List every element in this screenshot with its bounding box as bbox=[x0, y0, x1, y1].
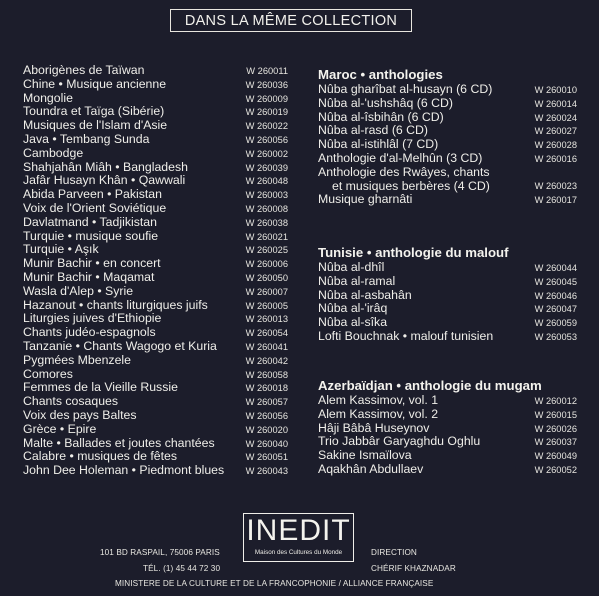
list-item bbox=[23, 78, 288, 92]
catalog-code: W 260058 bbox=[245, 369, 288, 380]
section-title: Azerbaïdjan • anthologie du mugam bbox=[318, 378, 542, 393]
catalog-code: W 260045 bbox=[534, 276, 577, 287]
album-title: Alem Kassimov, vol. 1 bbox=[318, 393, 439, 407]
list-item bbox=[23, 64, 288, 78]
album-title: Hazanout • chants liturgiques juifs bbox=[23, 297, 208, 312]
album-title: Musiques de l'Islam d'Asie bbox=[23, 118, 168, 133]
album-title: Toundra et Taïga (Sibérie) bbox=[23, 104, 165, 119]
catalog-code: W 260054 bbox=[245, 328, 288, 339]
album-title: Nûba al-sîka bbox=[318, 315, 388, 330]
album-title: Nûba al-îsbihân (6 CD) bbox=[318, 109, 444, 124]
footer-ministry: MINISTERE DE LA CULTURE ET DE LA FRANCOPHONIE / ALLIANCE FRANÇAISE bbox=[115, 579, 434, 588]
list-item bbox=[318, 261, 577, 275]
album-title: Chine • Musique ancienne bbox=[23, 76, 167, 91]
album-title: Chants judéo-espagnols bbox=[23, 325, 156, 340]
album-title: Wasla d'Alep • Syrie bbox=[23, 283, 134, 298]
footer-direction: DIRECTION bbox=[371, 548, 417, 557]
catalog-code: W 260013 bbox=[245, 314, 288, 325]
album-title: Abida Parveen • Pakistan bbox=[23, 187, 162, 202]
album-title: Chants cosaques bbox=[23, 394, 119, 409]
album-title: Alem Kassimov, vol. 2 bbox=[318, 406, 439, 421]
album-title-line: et musiques berbères (4 CD) bbox=[332, 178, 490, 193]
list-item bbox=[318, 394, 577, 408]
list-item bbox=[23, 105, 288, 119]
list-item bbox=[318, 302, 577, 316]
catalog-code: W 260015 bbox=[534, 409, 577, 420]
list-item bbox=[23, 437, 288, 451]
album-title: Femmes de la Vieille Russie bbox=[23, 380, 178, 395]
album-title: Nûba al-istihlâl (7 CD) bbox=[318, 137, 439, 152]
catalog-code: W 260009 bbox=[245, 93, 288, 104]
list-item bbox=[318, 193, 577, 207]
list-item bbox=[318, 166, 577, 194]
catalog-code: W 260016 bbox=[534, 153, 577, 164]
list-item bbox=[23, 285, 288, 299]
list-item bbox=[318, 463, 577, 477]
section-title: Maroc • anthologies bbox=[318, 67, 443, 82]
album-title bbox=[318, 166, 490, 194]
album-title: Musique gharnâti bbox=[318, 192, 413, 207]
catalog-code: W 260048 bbox=[245, 176, 288, 187]
list-item bbox=[318, 408, 577, 422]
list-item bbox=[23, 450, 288, 464]
album-title: Java • Tembang Sunda bbox=[23, 131, 150, 146]
catalog-code: W 260050 bbox=[245, 272, 288, 283]
left-catalog-list bbox=[23, 64, 288, 478]
list-item bbox=[23, 395, 288, 409]
catalog-code: W 260022 bbox=[245, 121, 288, 132]
catalog-code: W 260026 bbox=[534, 423, 577, 434]
list-item bbox=[23, 340, 288, 354]
list-item bbox=[318, 124, 577, 138]
album-title: Sakine Ismaïlova bbox=[318, 448, 412, 463]
album-title: Nûba al-asbahân bbox=[318, 287, 412, 302]
catalog-code: W 260057 bbox=[245, 397, 288, 408]
list-item bbox=[23, 271, 288, 285]
list-item bbox=[23, 243, 288, 257]
list-item bbox=[318, 152, 577, 166]
album-title: Turquie • musique soufie bbox=[23, 228, 159, 243]
catalog-code: W 260025 bbox=[245, 245, 288, 256]
album-title: Nûba gharîbat al-husayn (6 CD) bbox=[318, 82, 493, 96]
catalog-code: W 260056 bbox=[245, 134, 288, 145]
album-title: Lofti Bouchnak • malouf tunisien bbox=[318, 328, 494, 343]
album-title: Munir Bachir • Maqamat bbox=[23, 269, 155, 284]
tunisie-section bbox=[318, 245, 577, 344]
catalog-code: W 260036 bbox=[245, 79, 288, 90]
list-item bbox=[23, 299, 288, 313]
catalog-code: W 260020 bbox=[245, 424, 288, 435]
catalog-code: W 260049 bbox=[534, 451, 577, 462]
list-item bbox=[23, 368, 288, 382]
catalog-code: W 260027 bbox=[534, 126, 577, 137]
list-item bbox=[23, 133, 288, 147]
list-item bbox=[318, 275, 577, 289]
catalog-code: W 260044 bbox=[534, 263, 577, 273]
logo-subtitle: Maison des Cultures du Monde bbox=[254, 549, 343, 556]
collection-header bbox=[170, 9, 412, 32]
catalog-code: W 260008 bbox=[245, 203, 288, 214]
catalog-code: W 260024 bbox=[534, 112, 577, 123]
list-item bbox=[23, 312, 288, 326]
list-item bbox=[23, 188, 288, 202]
catalog-code: W 260040 bbox=[245, 438, 288, 449]
album-title: Voix de l'Orient Soviétique bbox=[23, 200, 167, 215]
list-item bbox=[318, 435, 577, 449]
catalog-code: W 260021 bbox=[245, 231, 288, 242]
collection-title: DANS LA MÊME COLLECTION bbox=[184, 12, 398, 29]
album-title-line: Anthologie des Rwâyes, chants bbox=[318, 164, 490, 179]
catalog-code: W 260002 bbox=[245, 148, 288, 159]
album-title: Jafâr Husayn Khân • Qawwali bbox=[23, 173, 186, 188]
catalog-code: W 260010 bbox=[534, 85, 577, 95]
logo-wordmark: INEDIT bbox=[246, 514, 351, 547]
list-item bbox=[318, 289, 577, 303]
catalog-code: W 260038 bbox=[245, 217, 288, 228]
catalog-code: W 260047 bbox=[534, 304, 577, 315]
list-item bbox=[318, 422, 577, 436]
catalog-code: W 260018 bbox=[245, 383, 288, 394]
album-title: Nûba al-'irâq bbox=[318, 301, 388, 316]
album-title: Liturgies juives d'Ethiopie bbox=[23, 311, 162, 326]
album-title: Malte • Ballades et joutes chantées bbox=[23, 435, 215, 450]
catalog-code: W 260046 bbox=[534, 290, 577, 301]
album-title: Tanzanie • Chants Wagogo et Kuria bbox=[23, 338, 217, 353]
album-title: Pygmées Mbenzele bbox=[23, 352, 131, 367]
inedit-logo bbox=[243, 513, 354, 562]
list-item bbox=[318, 83, 577, 97]
catalog-code: W 260003 bbox=[245, 190, 288, 201]
album-title: Comores bbox=[23, 366, 73, 381]
catalog-code: W 260011 bbox=[246, 66, 288, 76]
list-item bbox=[23, 147, 288, 161]
list-item bbox=[23, 464, 288, 478]
catalog-code: W 260028 bbox=[534, 140, 577, 151]
list-item bbox=[23, 202, 288, 216]
catalog-code: W 260023 bbox=[534, 180, 577, 191]
catalog-code: W 260041 bbox=[245, 341, 288, 352]
album-title: Davlatmand • Tadjikistan bbox=[23, 214, 157, 229]
list-item bbox=[23, 354, 288, 368]
catalog-code: W 260059 bbox=[534, 318, 577, 329]
catalog-code: W 260006 bbox=[245, 259, 288, 270]
album-title: Nûba al-'ushshâq (6 CD) bbox=[318, 95, 453, 110]
album-title: Nûba al-dhîl bbox=[318, 260, 385, 274]
list-item bbox=[318, 138, 577, 152]
album-title: Grèce • Epire bbox=[23, 421, 97, 436]
list-item bbox=[318, 111, 577, 125]
album-title: Turquie • Aşık bbox=[23, 242, 99, 257]
album-title: Munir Bachir • en concert bbox=[23, 256, 161, 271]
catalog-code: W 260012 bbox=[534, 396, 577, 406]
album-title: Nûba al-rasd (6 CD) bbox=[318, 123, 429, 138]
album-title: Trio Jabbâr Garyaghdu Oghlu bbox=[318, 434, 481, 449]
list-item bbox=[23, 409, 288, 423]
footer-address: 101 BD RASPAIL, 75006 PARIS bbox=[100, 548, 220, 557]
album-title: Nûba al-ramal bbox=[318, 273, 396, 288]
album-title: Shahjahân Miâh • Bangladesh bbox=[23, 159, 188, 174]
catalog-code: W 260017 bbox=[534, 195, 577, 206]
list-item bbox=[23, 161, 288, 175]
footer-phone: TÉL. (1) 45 44 72 30 bbox=[143, 564, 221, 573]
album-title: Mongolie bbox=[23, 90, 73, 105]
list-item bbox=[23, 174, 288, 188]
list-item bbox=[318, 97, 577, 111]
list-item bbox=[23, 381, 288, 395]
list-item bbox=[318, 449, 577, 463]
catalog-code: W 260039 bbox=[245, 162, 288, 173]
list-item bbox=[23, 326, 288, 340]
album-title: Anthologie d'al-Melhûn (3 CD) bbox=[318, 150, 483, 165]
catalog-code: W 260051 bbox=[245, 452, 288, 463]
list-item bbox=[23, 92, 288, 106]
catalog-code: W 260053 bbox=[534, 331, 577, 342]
list-item bbox=[23, 257, 288, 271]
azerbaidjan-section bbox=[318, 378, 577, 477]
list-item bbox=[23, 423, 288, 437]
catalog-code: W 260043 bbox=[245, 466, 288, 477]
album-title: Calabre • musiques de fêtes bbox=[23, 449, 177, 464]
catalog-code: W 260037 bbox=[534, 437, 577, 448]
album-title: John Dee Holeman • Piedmont blues bbox=[23, 463, 225, 478]
list-item bbox=[23, 216, 288, 230]
list-item bbox=[23, 230, 288, 244]
catalog-code: W 260019 bbox=[245, 107, 288, 118]
catalog-code: W 260005 bbox=[245, 300, 288, 311]
catalog-code: W 260052 bbox=[534, 464, 577, 475]
album-title: Aborigènes de Taïwan bbox=[23, 63, 145, 77]
maroc-section bbox=[318, 67, 577, 207]
list-item bbox=[23, 119, 288, 133]
catalog-code: W 260014 bbox=[534, 98, 577, 109]
list-item bbox=[318, 330, 577, 344]
album-title: Aqakhân Abdullaev bbox=[318, 461, 424, 476]
section-title: Tunisie • anthologie du malouf bbox=[318, 245, 509, 260]
catalog-code: W 260042 bbox=[245, 355, 288, 366]
footer-director: CHÉRIF KHAZNADAR bbox=[371, 564, 456, 573]
album-title: Cambodge bbox=[23, 145, 84, 160]
catalog-code: W 260007 bbox=[245, 286, 288, 297]
list-item bbox=[318, 316, 577, 330]
album-title: Hâji Bâbâ Huseynov bbox=[318, 420, 430, 435]
album-title: Voix des pays Baltes bbox=[23, 407, 137, 422]
catalog-code: W 260056 bbox=[245, 410, 288, 421]
